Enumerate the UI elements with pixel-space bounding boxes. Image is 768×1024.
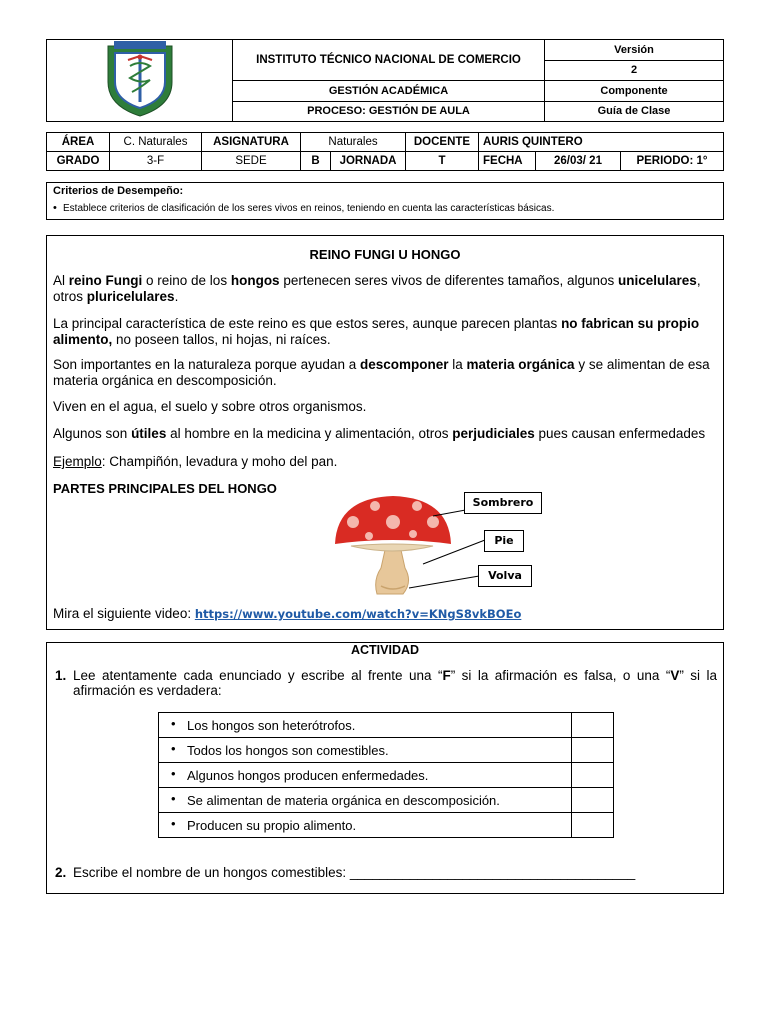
- lesson-box: [46, 235, 724, 630]
- site-value: B: [301, 152, 331, 171]
- paragraph-2: La principal característica de este reino es que estos seres, aunque parecen plantas no fabrican su propio alimento, no poseen tallos, ni hojas, ni raíces.: [53, 316, 700, 347]
- grade-label: GRADO: [47, 152, 110, 171]
- area-label: ÁREA: [47, 133, 110, 152]
- area-value: C. Naturales: [110, 133, 202, 152]
- info-table: [46, 132, 724, 171]
- parts-title: PARTES PRINCIPALES DEL HONGO: [53, 481, 277, 496]
- statement: • Los hongos son heterótrofos.: [159, 713, 572, 738]
- label-pie: Pie: [484, 530, 524, 552]
- institution-name: INSTITUTO TÉCNICO NACIONAL DE COMERCIO: [233, 40, 545, 81]
- criteria-box: [46, 182, 724, 220]
- header-table: [46, 39, 724, 122]
- shift-label: JORNADA: [331, 152, 406, 171]
- answer-box[interactable]: [572, 738, 614, 763]
- site-label: SEDE: [202, 152, 301, 171]
- answer-box[interactable]: [572, 763, 614, 788]
- statement: • Se alimentan de materia orgánica en descomposición.: [159, 788, 572, 813]
- statement: • Algunos hongos producen enfermedades.: [159, 763, 572, 788]
- paragraph-1: Al reino Fungi o reino de los hongos pertenecen seres vivos de diferentes tamaños, algunos unicelulares, otros pluricelulares.: [53, 273, 701, 304]
- question-1: 1. Lee atentamente cada enunciado y escribe al frente una “F” si la afirmación es falsa, o una “V” si la afirmación es verdadera:: [55, 668, 717, 698]
- question-2: 2. Escribe el nombre de un hongos comestibles: ______________________________________: [55, 865, 636, 880]
- criteria-title: Criterios de Desempeño:: [53, 185, 184, 197]
- criteria-item: • Establece criterios de clasificación de los seres vivos en reinos, teniendo en cuenta las características básicas.: [53, 203, 717, 214]
- subject-value: Naturales: [301, 133, 406, 152]
- school-crest-logo: [100, 40, 180, 118]
- component-value: Guía de Clase: [545, 101, 724, 122]
- shift-value: T: [406, 152, 479, 171]
- process-label: PROCESO: GESTIÓN DE AULA: [233, 101, 545, 122]
- table-row: [159, 713, 614, 738]
- component-label: Componente: [545, 81, 724, 102]
- date-label: FECHA: [479, 152, 536, 171]
- paragraph-example: Ejemplo: Champiñón, levadura y moho del pan.: [53, 454, 338, 469]
- true-false-table: [158, 712, 614, 838]
- paragraph-5: Algunos son útiles al hombre en la medicina y alimentación, otros perjudiciales pues causan enfermedades: [53, 426, 706, 441]
- paragraph-4: Viven en el agua, el suelo y sobre otros organismos.: [53, 399, 367, 414]
- logo-cell: [47, 40, 233, 122]
- version-value: 2: [545, 60, 724, 81]
- question-2-text: Escribe el nombre de un hongos comestibles: ______________________________________: [73, 865, 636, 880]
- video-link[interactable]: https://www.youtube.com/watch?v=KNgS8vkBOEo: [194, 607, 522, 621]
- date-value: 26/03/ 21: [536, 152, 621, 171]
- label-sombrero: Sombrero: [464, 492, 542, 514]
- statement: • Producen su propio alimento.: [159, 813, 572, 838]
- subject-label: ASIGNATURA: [202, 133, 301, 152]
- video-line: Mira el siguiente video: https://www.youtube.com/watch?v=KNgS8vkBOEo: [53, 606, 522, 621]
- table-row: [159, 763, 614, 788]
- grade-value: 3-F: [110, 152, 202, 171]
- version-label: Versión: [545, 40, 724, 61]
- period-value: PERIODO: 1°: [621, 152, 724, 171]
- teacher-value: AURIS QUINTERO: [479, 133, 724, 152]
- answer-box[interactable]: [572, 788, 614, 813]
- answer-box[interactable]: [572, 713, 614, 738]
- table-row: [159, 813, 614, 838]
- label-volva: Volva: [478, 565, 532, 587]
- activity-title: ACTIVIDAD: [350, 643, 420, 657]
- management-label: GESTIÓN ACADÉMICA: [233, 81, 545, 102]
- statement: • Todos los hongos son comestibles.: [159, 738, 572, 763]
- teacher-label: DOCENTE: [406, 133, 479, 152]
- criteria-list: [53, 203, 717, 214]
- table-row: [159, 738, 614, 763]
- activity-box: [46, 642, 724, 894]
- answer-box[interactable]: [572, 813, 614, 838]
- lesson-title: REINO FUNGI U HONGO: [309, 247, 461, 262]
- paragraph-3: Son importantes en la naturaleza porque ayudan a descomponer la materia orgánica y se alimentan de esa materia orgánica en descomposición.: [53, 357, 710, 388]
- table-row: [159, 788, 614, 813]
